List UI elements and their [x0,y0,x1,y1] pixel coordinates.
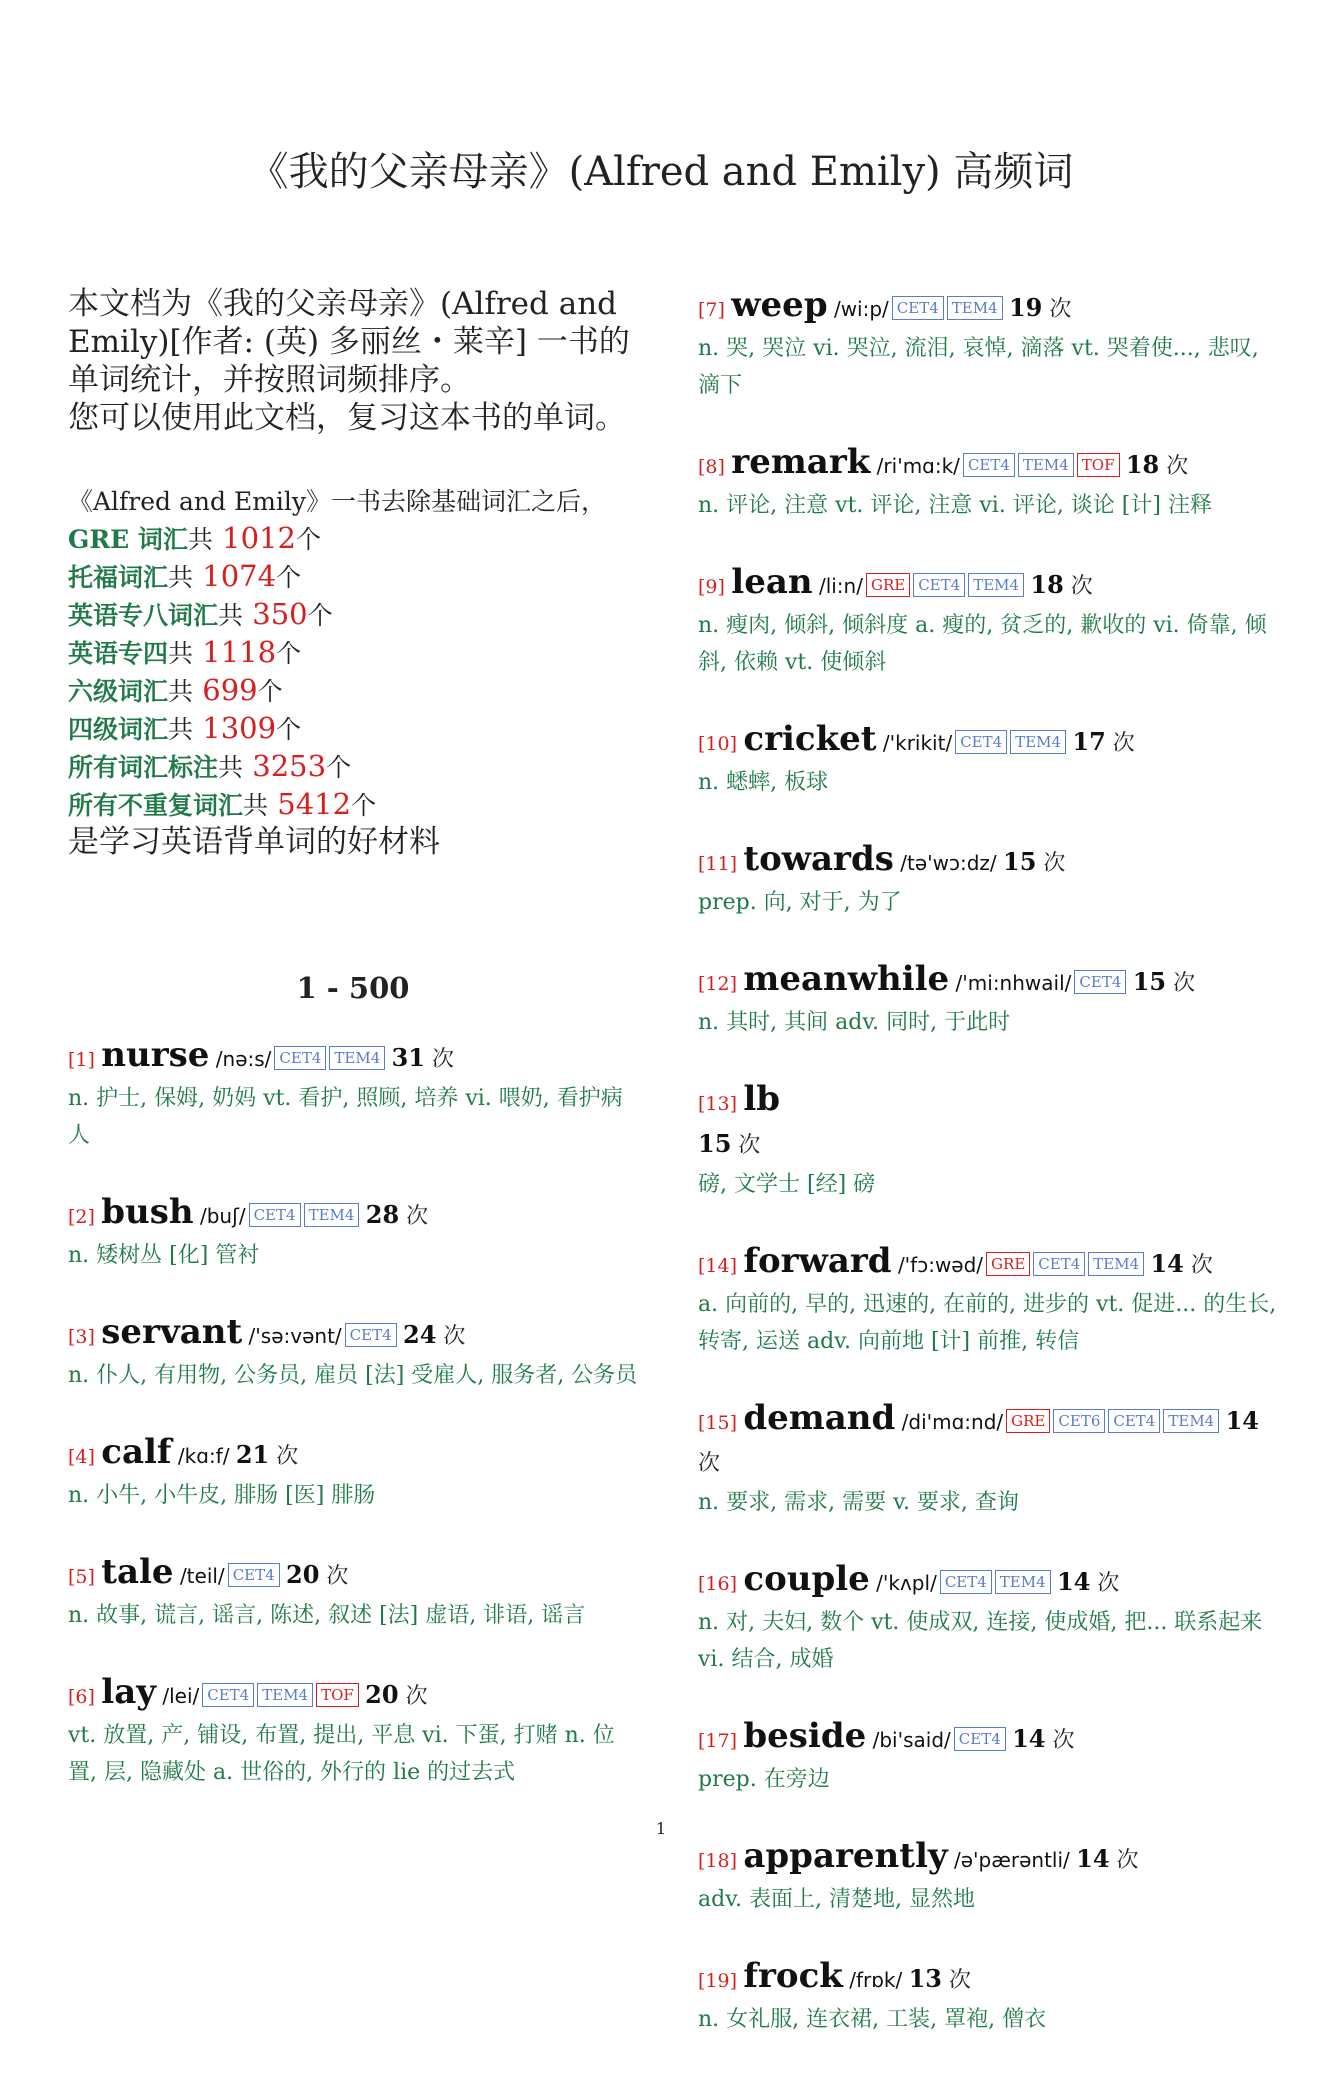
stats-unit: 个 [351,791,377,820]
entry-phonetic: /'fɔ:wəd/ [897,1253,984,1277]
word-entry [698,1716,1278,1798]
entry-count-unit: 次 [319,1564,349,1589]
stats-number: 699 [193,673,258,707]
level-tag: TEM4 [947,296,1003,320]
word-entry [68,1192,638,1274]
entry-count: 14 [1225,1406,1259,1435]
entry-definition: n. 矮树丛 [化] 管衬 [68,1243,260,1268]
entry-definition: n. 哭, 哭泣 vi. 哭泣, 流泪, 哀悼, 滴落 vt. 哭着使..., 悲叹, 滴下 [698,336,1259,398]
entry-count-unit: 次 [1045,1728,1075,1753]
level-tag: TEM4 [1163,1409,1219,1433]
entry-phonetic: /teil/ [179,1564,225,1588]
entry-count-unit: 次 [1109,1848,1139,1873]
left-entry-list [68,1035,638,1791]
right-column [698,285,1278,2076]
entry-word: remark [731,442,871,482]
entry-index: [15] [698,1412,738,1434]
stats-head: 《Alfred and Emily》一书去除基础词汇之后， [68,487,607,516]
entry-count: 18 [1125,450,1160,479]
page-title: 《我的父亲母亲》(Alfred and Emily) 高频词 [248,149,1074,195]
entry-word: demand [743,1398,896,1438]
word-entry [68,1432,638,1514]
level-tag: GRE [986,1252,1030,1276]
entry-word: couple [743,1559,870,1599]
stats-row [68,634,638,672]
stats-unit: 个 [257,677,283,706]
entry-phonetic: /nə:s/ [215,1047,272,1071]
stats-number: 1074 [193,559,277,593]
entry-phonetic: /'krikit/ [882,731,953,755]
entry-word: lay [101,1672,156,1712]
level-tag: TEM4 [1018,453,1074,477]
entry-index: [18] [698,1850,738,1872]
level-tag: CET4 [1108,1409,1160,1433]
stats-number: 1012 [212,521,296,555]
word-entry [698,1079,1278,1203]
stats-row [68,520,638,558]
entry-index: [3] [68,1326,95,1348]
range-heading: 1 - 500 [296,971,410,1005]
left-column [68,285,638,1829]
stats-mid: 共 [168,715,194,744]
entry-phonetic: /lei/ [162,1684,200,1708]
level-tag: TEM4 [1010,730,1066,754]
stats-mid: 共 [218,601,244,630]
level-tag: TEM4 [1088,1252,1144,1276]
word-entry [698,959,1278,1041]
entry-word: towards [743,839,894,879]
intro-line: 您可以使用此文档，复习这本书的单词。 [68,400,626,436]
entry-phonetic: /di'mɑ:nd/ [901,1410,1004,1434]
entry-index: [16] [698,1573,738,1595]
entry-index: [4] [68,1446,95,1468]
entry-phonetic: /'sə:vənt/ [248,1324,342,1348]
entry-index: [17] [698,1730,738,1752]
word-entry [698,1241,1278,1360]
entry-index: [11] [698,853,738,875]
stats-label: GRE 词汇 [68,525,188,554]
entry-index: [9] [698,576,725,598]
entry-count: 14 [1150,1249,1184,1278]
stats-mid: 共 [218,753,244,782]
entry-phonetic: /tə'wɔ:dz/ [900,851,997,875]
entry-phonetic: /'kʌpl/ [876,1571,937,1595]
level-tag: CET4 [940,1570,992,1594]
entry-count-unit: 次 [399,1204,429,1229]
entry-index: [8] [698,456,725,478]
level-tag: CET4 [1033,1252,1085,1276]
level-tag: CET4 [954,1727,1006,1751]
word-entry [698,1559,1278,1678]
entry-definition: prep. 在旁边 [698,1767,830,1792]
stats-row [68,748,638,786]
entry-word: meanwhile [743,959,950,999]
entry-index: [6] [68,1686,95,1708]
level-tag: TEM4 [257,1683,313,1707]
entry-definition: n. 小牛, 小牛皮, 腓肠 [医] 腓肠 [68,1483,376,1508]
level-tag: CET4 [955,730,1007,754]
entry-word: cricket [743,719,877,759]
entry-count: 15 [1003,847,1037,876]
level-tag: GRE [866,573,910,597]
entry-count-unit: 次 [398,1684,428,1709]
stats-row [68,558,638,596]
stats-mid: 共 [168,563,194,592]
stats-label: 所有词汇标注 [68,753,219,782]
entry-index: [14] [698,1255,738,1277]
stats-number: 3253 [243,749,327,783]
entry-definition: n. 瘦肉, 倾斜, 倾斜度 a. 瘦的, 贫乏的, 歉收的 vi. 倚靠, 倾斜, 依赖 vt. 使倾斜 [698,613,1267,675]
entry-phonetic: /kɑ:f/ [177,1444,230,1468]
level-tag: CET4 [345,1323,397,1347]
level-tag: CET4 [963,453,1015,477]
entry-count-unit: 次 [1166,971,1196,996]
entry-count: 15 [1132,967,1167,996]
level-tag: CET4 [249,1203,301,1227]
entry-count-unit: 次 [942,1968,972,1993]
entry-count-unit: 次 [1183,1253,1213,1278]
word-entry [68,1672,638,1791]
entry-word: tale [101,1552,174,1592]
entry-word: nurse [101,1035,210,1075]
entry-definition: n. 蟋蟀, 板球 [698,770,829,795]
stats-unit: 个 [276,715,302,744]
stats-row [68,672,638,710]
entry-definition: n. 仆人, 有用物, 公务员, 雇员 [法] 受雇人, 服务者, 公务员 [68,1363,638,1388]
word-entry [698,562,1278,681]
entry-count: 28 [365,1200,400,1229]
entry-phonetic: /frɒk/ [849,1968,903,1992]
level-tag: TEM4 [304,1203,360,1227]
level-tag: CET6 [1053,1409,1105,1433]
entry-index: [12] [698,973,738,995]
entry-count-unit: 次 [425,1047,455,1072]
page-number: 1 [655,1819,667,1838]
stats-mid: 共 [168,639,194,668]
entry-definition: prep. 向, 对于, 为了 [698,890,902,915]
entry-definition: n. 要求, 需求, 需要 v. 要求, 查询 [698,1490,1019,1515]
level-tag: CET4 [274,1046,326,1070]
entry-count: 31 [391,1043,426,1072]
stats-unit: 个 [307,601,333,630]
entry-count-unit: 次 [731,1133,761,1158]
stats-label: 托福词汇 [68,563,169,592]
entry-word: forward [743,1241,892,1281]
entry-count: 14 [1057,1567,1091,1596]
entry-definition: a. 向前的, 早的, 迅速的, 在前的, 进步的 vt. 促进... 的生长, 转寄, 运送 adv. 向前地 [计] 前推, 转信 [698,1292,1277,1354]
entry-word: frock [743,1956,843,1996]
word-entry [698,1956,1278,2038]
word-entry [698,719,1278,801]
entry-count-unit: 次 [1105,731,1135,756]
entry-count: 14 [1076,1844,1110,1873]
entry-word: lb [743,1079,781,1119]
word-entry [698,442,1278,524]
intro-text [68,285,638,437]
entry-index: [1] [68,1049,95,1071]
level-tag: TOF [1077,453,1120,477]
stats-mid: 共 [187,525,213,554]
right-entry-list [698,285,1278,2038]
stats-row [68,786,638,824]
entry-phonetic: /ri'mɑ:k/ [876,454,960,478]
entry-count-unit: 次 [1036,851,1066,876]
entry-count: 20 [286,1560,320,1589]
stats-label: 四级词汇 [68,715,169,744]
entry-count: 24 [403,1320,437,1349]
stats-unit: 个 [276,563,302,592]
entry-count: 21 [235,1440,270,1469]
level-tag: TEM4 [329,1046,385,1070]
stats-number: 1309 [193,711,277,745]
level-tag: TEM4 [968,573,1024,597]
entry-index: [5] [68,1566,95,1588]
stats-block [68,483,638,861]
entry-count: 14 [1012,1724,1046,1753]
stats-mid: 共 [168,677,194,706]
word-entry [68,1312,638,1394]
level-tag: TEM4 [995,1570,1051,1594]
stats-mid: 共 [243,791,269,820]
entry-word: weep [731,285,828,325]
entry-word: calf [101,1432,172,1472]
entry-count-unit: 次 [698,1451,721,1476]
level-tag: CET4 [228,1563,280,1587]
level-tag: TOF [316,1683,359,1707]
stats-label: 英语专四 [68,639,169,668]
stats-label: 所有不重复词汇 [68,791,244,820]
word-entry [698,1398,1278,1521]
stats-tail: 是学习英语背单词的好材料 [68,824,440,860]
entry-index: [19] [698,1970,738,1992]
entry-count-unit: 次 [1159,454,1189,479]
entry-definition: n. 评论, 注意 vt. 评论, 注意 vi. 评论, 谈论 [计] 注释 [698,493,1212,518]
entry-definition: 磅, 文学士 [经] 磅 [698,1172,876,1197]
intro-line: 本文档为《我的父亲母亲》(Alfred and Emily)[作者: (英) 多丽丝・莱辛] 一书的单词统计，并按照词频排序。 [68,286,630,398]
entry-count-unit: 次 [1042,297,1072,322]
entry-word: apparently [743,1836,948,1876]
entry-phonetic: /bi'said/ [872,1728,951,1752]
entry-phonetic: /'mi:nhwail/ [955,971,1072,995]
level-tag: CET4 [913,573,965,597]
entry-count: 17 [1072,727,1106,756]
stats-row [68,710,638,748]
entry-count: 20 [365,1680,399,1709]
word-entry [698,1836,1278,1918]
entry-phonetic: /wi:p/ [833,297,889,321]
entry-word: servant [101,1312,243,1352]
word-entry [698,839,1278,921]
stats-label: 英语专八词汇 [68,601,219,630]
entry-index: [2] [68,1206,95,1228]
level-tag: CET4 [892,296,944,320]
entry-definition: n. 对, 夫妇, 数个 vt. 使成双, 连接, 使成婚, 把... 联系起来 vi. 结合, 成婚 [698,1610,1263,1672]
word-entry [68,1552,638,1634]
entry-index: [10] [698,733,738,755]
level-tag: CET4 [1074,970,1126,994]
entry-count: 13 [908,1964,943,1993]
stats-row [68,596,638,634]
entry-definition: n. 护士, 保姆, 奶妈 vt. 看护, 照顾, 培养 vi. 喂奶, 看护病人 [68,1086,623,1148]
stats-number: 1118 [193,635,277,669]
stats-number: 5412 [268,787,352,821]
entry-index: [13] [698,1093,738,1115]
entry-definition: n. 故事, 谎言, 谣言, 陈述, 叙述 [法] 虚语, 诽语, 谣言 [68,1603,586,1628]
word-entry [698,285,1278,404]
entry-count-unit: 次 [436,1324,466,1349]
entry-definition: vt. 放置, 产, 铺设, 布置, 提出, 平息 vi. 下蛋, 打赌 n. 位置, 层, 隐藏处 a. 世俗的, 外行的 lie 的过去式 [68,1723,615,1785]
entry-count-unit: 次 [1090,1571,1120,1596]
entry-index: [7] [698,299,725,321]
stats-unit: 个 [295,525,321,554]
level-tag: GRE [1006,1409,1050,1433]
entry-definition: n. 其时, 其间 adv. 同时, 于此时 [698,1010,1011,1035]
entry-phonetic: /li:n/ [818,574,863,598]
entry-count: 19 [1008,293,1043,322]
stats-label: 六级词汇 [68,677,169,706]
entry-count-unit: 次 [1063,574,1093,599]
entry-phonetic: /buʃ/ [200,1204,246,1228]
entry-word: bush [101,1192,194,1232]
level-tag: CET4 [202,1683,254,1707]
stats-unit: 个 [276,639,302,668]
entry-definition: adv. 表面上, 清楚地, 显然地 [698,1887,975,1912]
entry-count-unit: 次 [269,1444,299,1469]
entry-definition: n. 女礼服, 连衣裙, 工装, 罩袍, 僧衣 [698,2007,1047,2032]
word-entry [68,1035,638,1154]
entry-count: 15 [698,1129,732,1158]
stats-number: 350 [243,597,308,631]
entry-phonetic: /ə'pærəntli/ [953,1848,1070,1872]
stats-unit: 个 [326,753,352,782]
entry-word: lean [731,562,813,602]
entry-count: 18 [1030,570,1064,599]
entry-word: beside [743,1716,867,1756]
